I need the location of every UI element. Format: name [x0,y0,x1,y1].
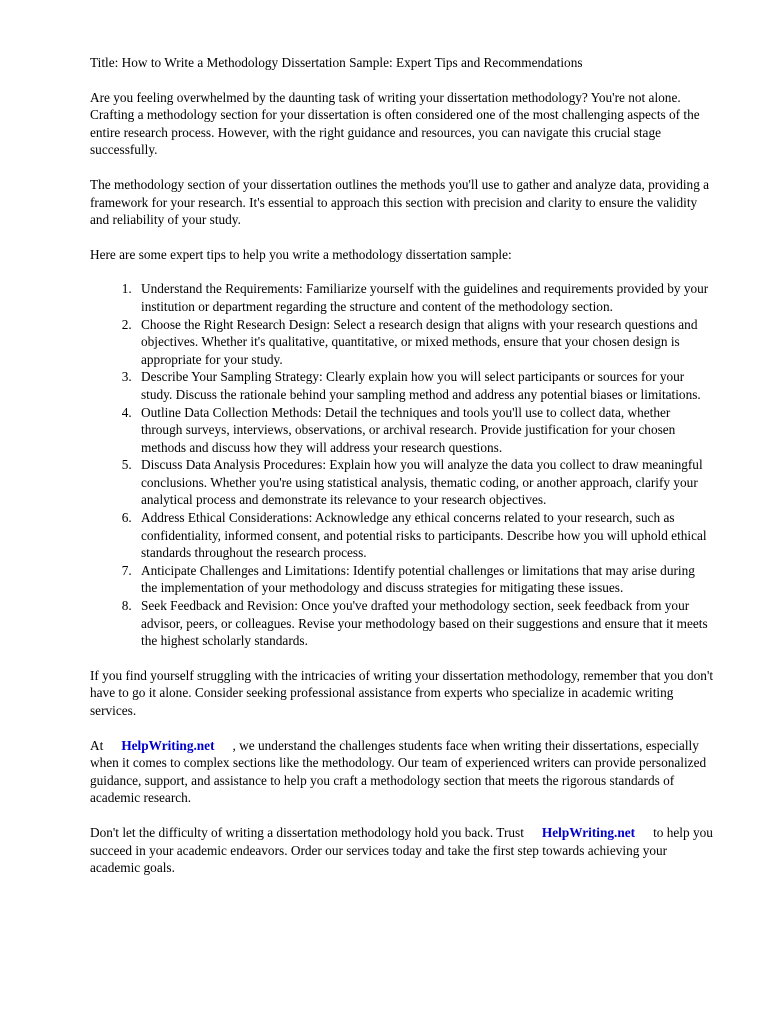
document-title: Title: How to Write a Methodology Dissertation Sample: Expert Tips and Recommendations [90,55,583,70]
list-item: 8. Seek Feedback and Revision: Once you've drafted your methodology section, seek feedback from your advisor, peers, or colleagues. Revise your methodology based on their suggestions and ensure that it meets the highest scholarly standards. [135,597,714,650]
struggling-paragraph: If you find yourself struggling with the intricacies of writing your dissertation methodology, remember that you don't have to go it alone. Consider seeking professional assistance from experts who specialize in academic writing services. [90,667,714,718]
list-item: 6. Address Ethical Considerations: Acknowledge any ethical concerns related to your research, such as confidentiality, informed consent, and potential risks to participants. Describe how you will uphold ethical standards throughout the research process. [135,509,714,562]
promo-paragraph [90,737,714,807]
closing-text-before-link: Don't let the difficulty of writing a dissertation methodology hold you back. Trust [90,824,524,840]
list-item: 7. Anticipate Challenges and Limitations: Identify potential challenges or limitations that may arise during the implementation of your methodology and discuss strategies for mitigating these issues. [135,562,714,597]
list-lead-in-paragraph: Here are some expert tips to help you write a methodology dissertation sample: [90,246,512,262]
helpwriting-link-closing[interactable]: HelpWriting.net [541,824,636,840]
list-item: 4. Outline Data Collection Methods: Detail the techniques and tools you'll use to collect data, whether through surveys, interviews, observations, or archival research. Provide justification for your chosen methods and discuss how they will address your research questions. [135,404,714,457]
closing-text-after-link: to help you succeed in your academic endeavors. Order our services today and take the first step towards achieving your academic goals. [90,824,713,876]
document-body [90,54,714,894]
methodology-overview-paragraph: The methodology section of your dissertation outlines the methods you'll use to gather and analyze data, providing a framework for your research. It's essential to approach this section with precision and clarity to ensure the validity and reliability of your study. [90,176,710,228]
promo-text-before-link: At [90,737,104,753]
list-item: 1. Understand the Requirements: Familiarize yourself with the guidelines and requirements provided by your institution or department regarding the structure and content of the methodology section. [135,280,714,315]
helpwriting-link[interactable]: HelpWriting.net [121,737,215,753]
expert-tips-list [90,280,714,649]
promo-text-after-link: , we understand the challenges students face when writing their dissertations, especially when it comes to complex sections like the methodology. Our team of experienced writers can provide personalized guidance, support, and assistance to help you craft a methodology section that meets the rigorous standards of academic research. [90,737,707,806]
list-item: 3. Describe Your Sampling Strategy: Clearly explain how you will select participants or sources for your study. Discuss the rationale behind your sampling method and address any potential biases or limitations. [135,368,714,403]
list-item: 5. Discuss Data Analysis Procedures: Explain how you will analyze the data you collect to draw meaningful conclusions. Whether you're using statistical analysis, thematic coding, or another approach, clarify your analytical process and demonstrate its relevance to your research objectives. [135,456,714,509]
intro-paragraph: Are you feeling overwhelmed by the daunting task of writing your dissertation methodology? You're not alone. Crafting a methodology section for your dissertation is often considered one of the most challenging aspects of the entire research process. However, with the right guidance and resources, you can navigate this crucial stage successfully. [90,89,700,158]
list-item: 2. Choose the Right Research Design: Select a research design that aligns with your research questions and objectives. Whether it's qualitative, quantitative, or mixed methods, ensure that your chosen design is appropriate for your study. [135,316,714,369]
closing-paragraph [90,824,714,877]
